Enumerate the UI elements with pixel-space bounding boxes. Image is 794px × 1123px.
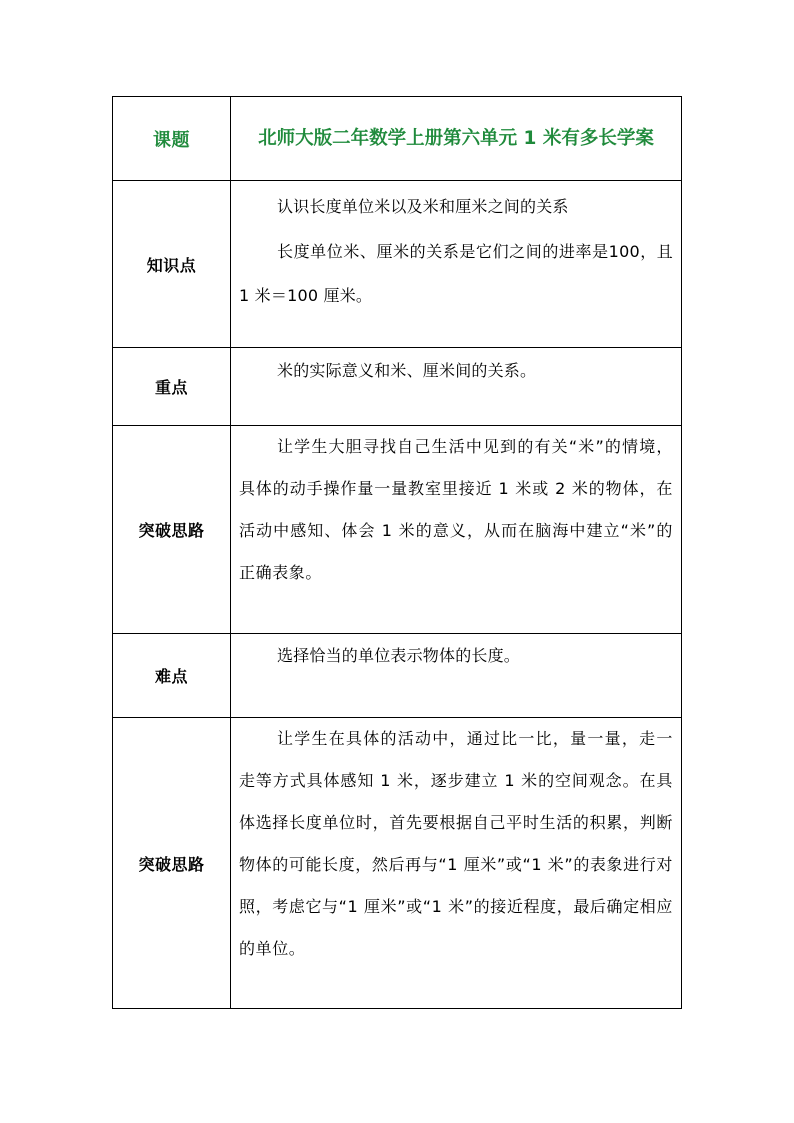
key-point-paragraph: 米的实际意义和米、厘米间的关系。	[277, 361, 537, 380]
knowledge-row	[113, 181, 682, 348]
approach-label-2: 突破思路	[138, 854, 205, 874]
title-label-cell	[113, 97, 231, 181]
approach-label-cell-1	[113, 426, 231, 634]
title-row	[113, 97, 682, 181]
approach-row-2	[113, 718, 682, 1009]
title-cell	[231, 97, 682, 181]
knowledge-paragraph-1: 认识长度单位米以及米和厘米之间的关系	[277, 197, 569, 216]
key-point-label: 重点	[154, 378, 188, 397]
approach-label-cell-2	[113, 718, 231, 1009]
approach-paragraph-1: 让学生大胆寻找自己生活中见到的有关“米”的情境，具体的动手操作量一量教室里接近 1 米或 2 米的物体，在活动中感知、体会 1 米的意义，从而在脑海中建立“米”的正确表象。	[239, 437, 673, 582]
knowledge-label-cell	[113, 181, 231, 348]
difficulty-paragraph: 选择恰当的单位表示物体的长度。	[277, 646, 521, 665]
difficulty-label: 难点	[154, 667, 188, 686]
difficulty-label-cell	[113, 634, 231, 718]
title-label: 课题	[153, 129, 190, 151]
key-point-label-cell	[113, 348, 231, 426]
knowledge-content	[231, 181, 682, 348]
approach-row-1	[113, 426, 682, 634]
knowledge-label: 知识点	[146, 255, 197, 275]
approach-content-2	[231, 718, 682, 1009]
difficulty-content	[231, 634, 682, 718]
approach-content-1	[231, 426, 682, 634]
lesson-plan-table	[112, 96, 682, 1009]
document-title: 北师大版二年数学上册第六单元 1 米有多长学案	[258, 127, 654, 149]
difficulty-row	[113, 634, 682, 718]
approach-label-1: 突破思路	[138, 521, 205, 540]
key-point-row	[113, 348, 682, 426]
approach-paragraph-2: 让学生在具体的活动中，通过比一比，量一量，走一走等方式具体感知 1 米，逐步建立 1 米的空间观念。在具体选择长度单位时，首先要根据自己平时生活的积累，判断物体的可能长度，然后再与“1 厘米”或“1 米”的表象进行对照，考虑它与“1 厘米”或“1 米”的接近程度，最后确定相应的单位。	[239, 729, 673, 958]
key-point-content	[231, 348, 682, 426]
knowledge-paragraph-2: 长度单位米、厘米的关系是它们之间的进率是100，且 1 米＝100 厘米。	[239, 242, 673, 305]
